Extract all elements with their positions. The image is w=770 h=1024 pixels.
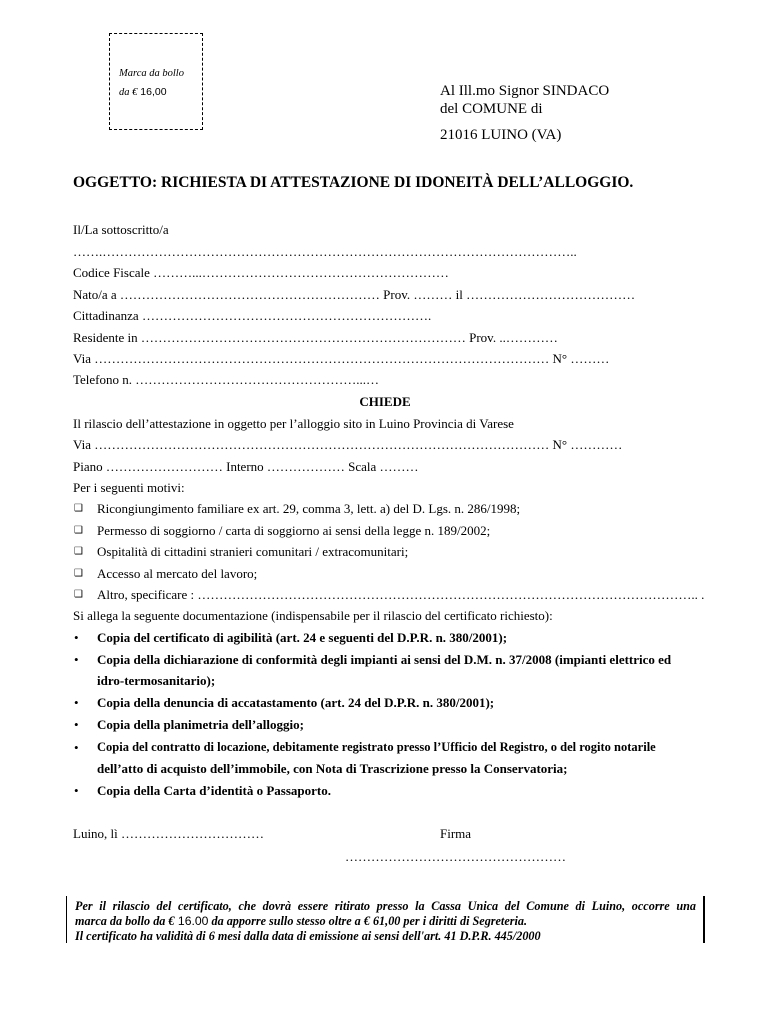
bullet-icon: • (74, 717, 79, 732)
reasons-intro: Per i seguenti motivi: (73, 480, 185, 495)
checkbox-icon[interactable]: ❑ (74, 503, 83, 514)
subject-heading: OGGETTO: RICHIESTA DI ATTESTAZIONE DI IDONEITÀ DELL’ALLOGGIO. (73, 174, 634, 191)
reason-residence-permit: Permesso di soggiorno / carta di soggiorno ai sensi della legge n. 189/2002; (97, 523, 491, 538)
signature-label: Firma (440, 826, 472, 841)
applicant-name-field[interactable]: …….……………………………………………………………………………………………….. (73, 244, 577, 259)
applicant-intro: Il/La sottoscritto/a (73, 222, 169, 237)
recipient-line-2: del COMUNE di (440, 101, 543, 117)
attachments-intro: Si allega la seguente documentazione (indispensabile per il rilascio del certificato richiesto): (73, 608, 553, 623)
checkbox-icon[interactable]: ❑ (74, 589, 83, 600)
attachment-contratto: Copia del contratto di locazione, debitamente registrato presso l’Ufficio del Registro, o del rogito notarile (97, 740, 656, 754)
attachment-conformita: Copia della dichiarazione di conformità degli impianti ai sensi del D.M. n. 37/2008 (impianti elettrico ed (97, 652, 672, 667)
codice-fiscale-field[interactable]: Codice Fiscale ………...………………………………………………… (73, 265, 449, 280)
recipient-line-1: Al Ill.mo Signor SINDACO (440, 83, 610, 99)
notice-line-2: marca da bollo da € 16.00 da apporre sullo stesso oltre a € 61,00 per i diritti di Segreteria. (75, 914, 527, 928)
reason-job-market: Accesso al mercato del lavoro; (97, 566, 258, 581)
checkbox-icon[interactable]: ❑ (74, 568, 83, 579)
recipient-line-3: 21016 LUINO (VA) (440, 127, 562, 143)
property-street-field[interactable]: Via …………………………………………………………………………………………… N° ………… (73, 437, 623, 452)
stamp-label: Marca da bollo (119, 68, 184, 79)
street-field[interactable]: Via …………………………………………………………………………………………… N° ……… (73, 351, 610, 366)
attachment-agibilita: Copia del certificato di agibilità (art. 24 e seguenti del D.P.R. n. 380/2001); (97, 630, 508, 645)
residence-field[interactable]: Residente in ………………………………………………………………… Prov. ..………… (73, 330, 558, 345)
reason-other[interactable]: Altro, specificare : …………………………………………………………………………………………………….. . (97, 587, 705, 602)
citizenship-field[interactable]: Cittadinanza …………………………………………………………. (73, 308, 432, 323)
request-location-line: Il rilascio dell’attestazione in oggetto per l’alloggio sito in Luino Provincia di Varese (73, 416, 514, 431)
checkbox-icon[interactable]: ❑ (74, 546, 83, 557)
notice-line-3: Il certificato ha validità di 6 mesi dalla data di emissione ai sensi dell'art. 41 D.P.R. 445/2000 (75, 929, 541, 943)
reason-family-reunification: Ricongiungimento familiare ex art. 29, comma 3, lett. a) del D. Lgs. n. 286/1998; (97, 501, 521, 516)
bullet-icon: • (74, 630, 79, 645)
attachment-identity: Copia della Carta d’identità o Passaporto. (97, 783, 331, 798)
bullet-icon: • (74, 652, 79, 667)
attachment-accatastamento: Copia della denuncia di accatastamento (art. 24 del D.P.R. n. 380/2001); (97, 695, 495, 710)
notice-line-1: Per il rilascio del certificato, che dovrà essere ritirato presso la Cassa Unica del Comune di Luino, occorre una (75, 899, 696, 913)
bullet-icon: • (74, 695, 79, 710)
checkbox-icon[interactable]: ❑ (74, 525, 83, 536)
attachment-planimetria: Copia della planimetria dell’alloggio; (97, 717, 304, 732)
chiede-heading: CHIEDE (359, 394, 411, 409)
signature-line[interactable]: …………………………………………… (345, 849, 566, 864)
phone-field[interactable]: Telefono n. ……………………………………………...… (73, 372, 380, 387)
place-date-field[interactable]: Luino, lì …………………………… (73, 826, 265, 841)
attachment-conformita-cont: idro-termosanitario); (97, 673, 216, 688)
birth-field[interactable]: Nato/a a …………………………………………………… Prov. ……… il ………………………………… (73, 287, 636, 302)
bullet-icon: • (74, 783, 79, 798)
revenue-stamp-box (109, 33, 203, 130)
attachment-contratto-cont: dell’atto di acquisto dell’immobile, con Nota di Trascrizione presso la Conservatoria; (97, 761, 568, 776)
reason-hospitality: Ospitalità di cittadini stranieri comunitari / extracomunitari; (97, 544, 409, 559)
bullet-icon: • (74, 740, 79, 755)
floor-unit-field[interactable]: Piano ……………………… Interno ……………… Scala ……… (73, 459, 419, 474)
stamp-amount: da € 16,00 (119, 86, 167, 98)
